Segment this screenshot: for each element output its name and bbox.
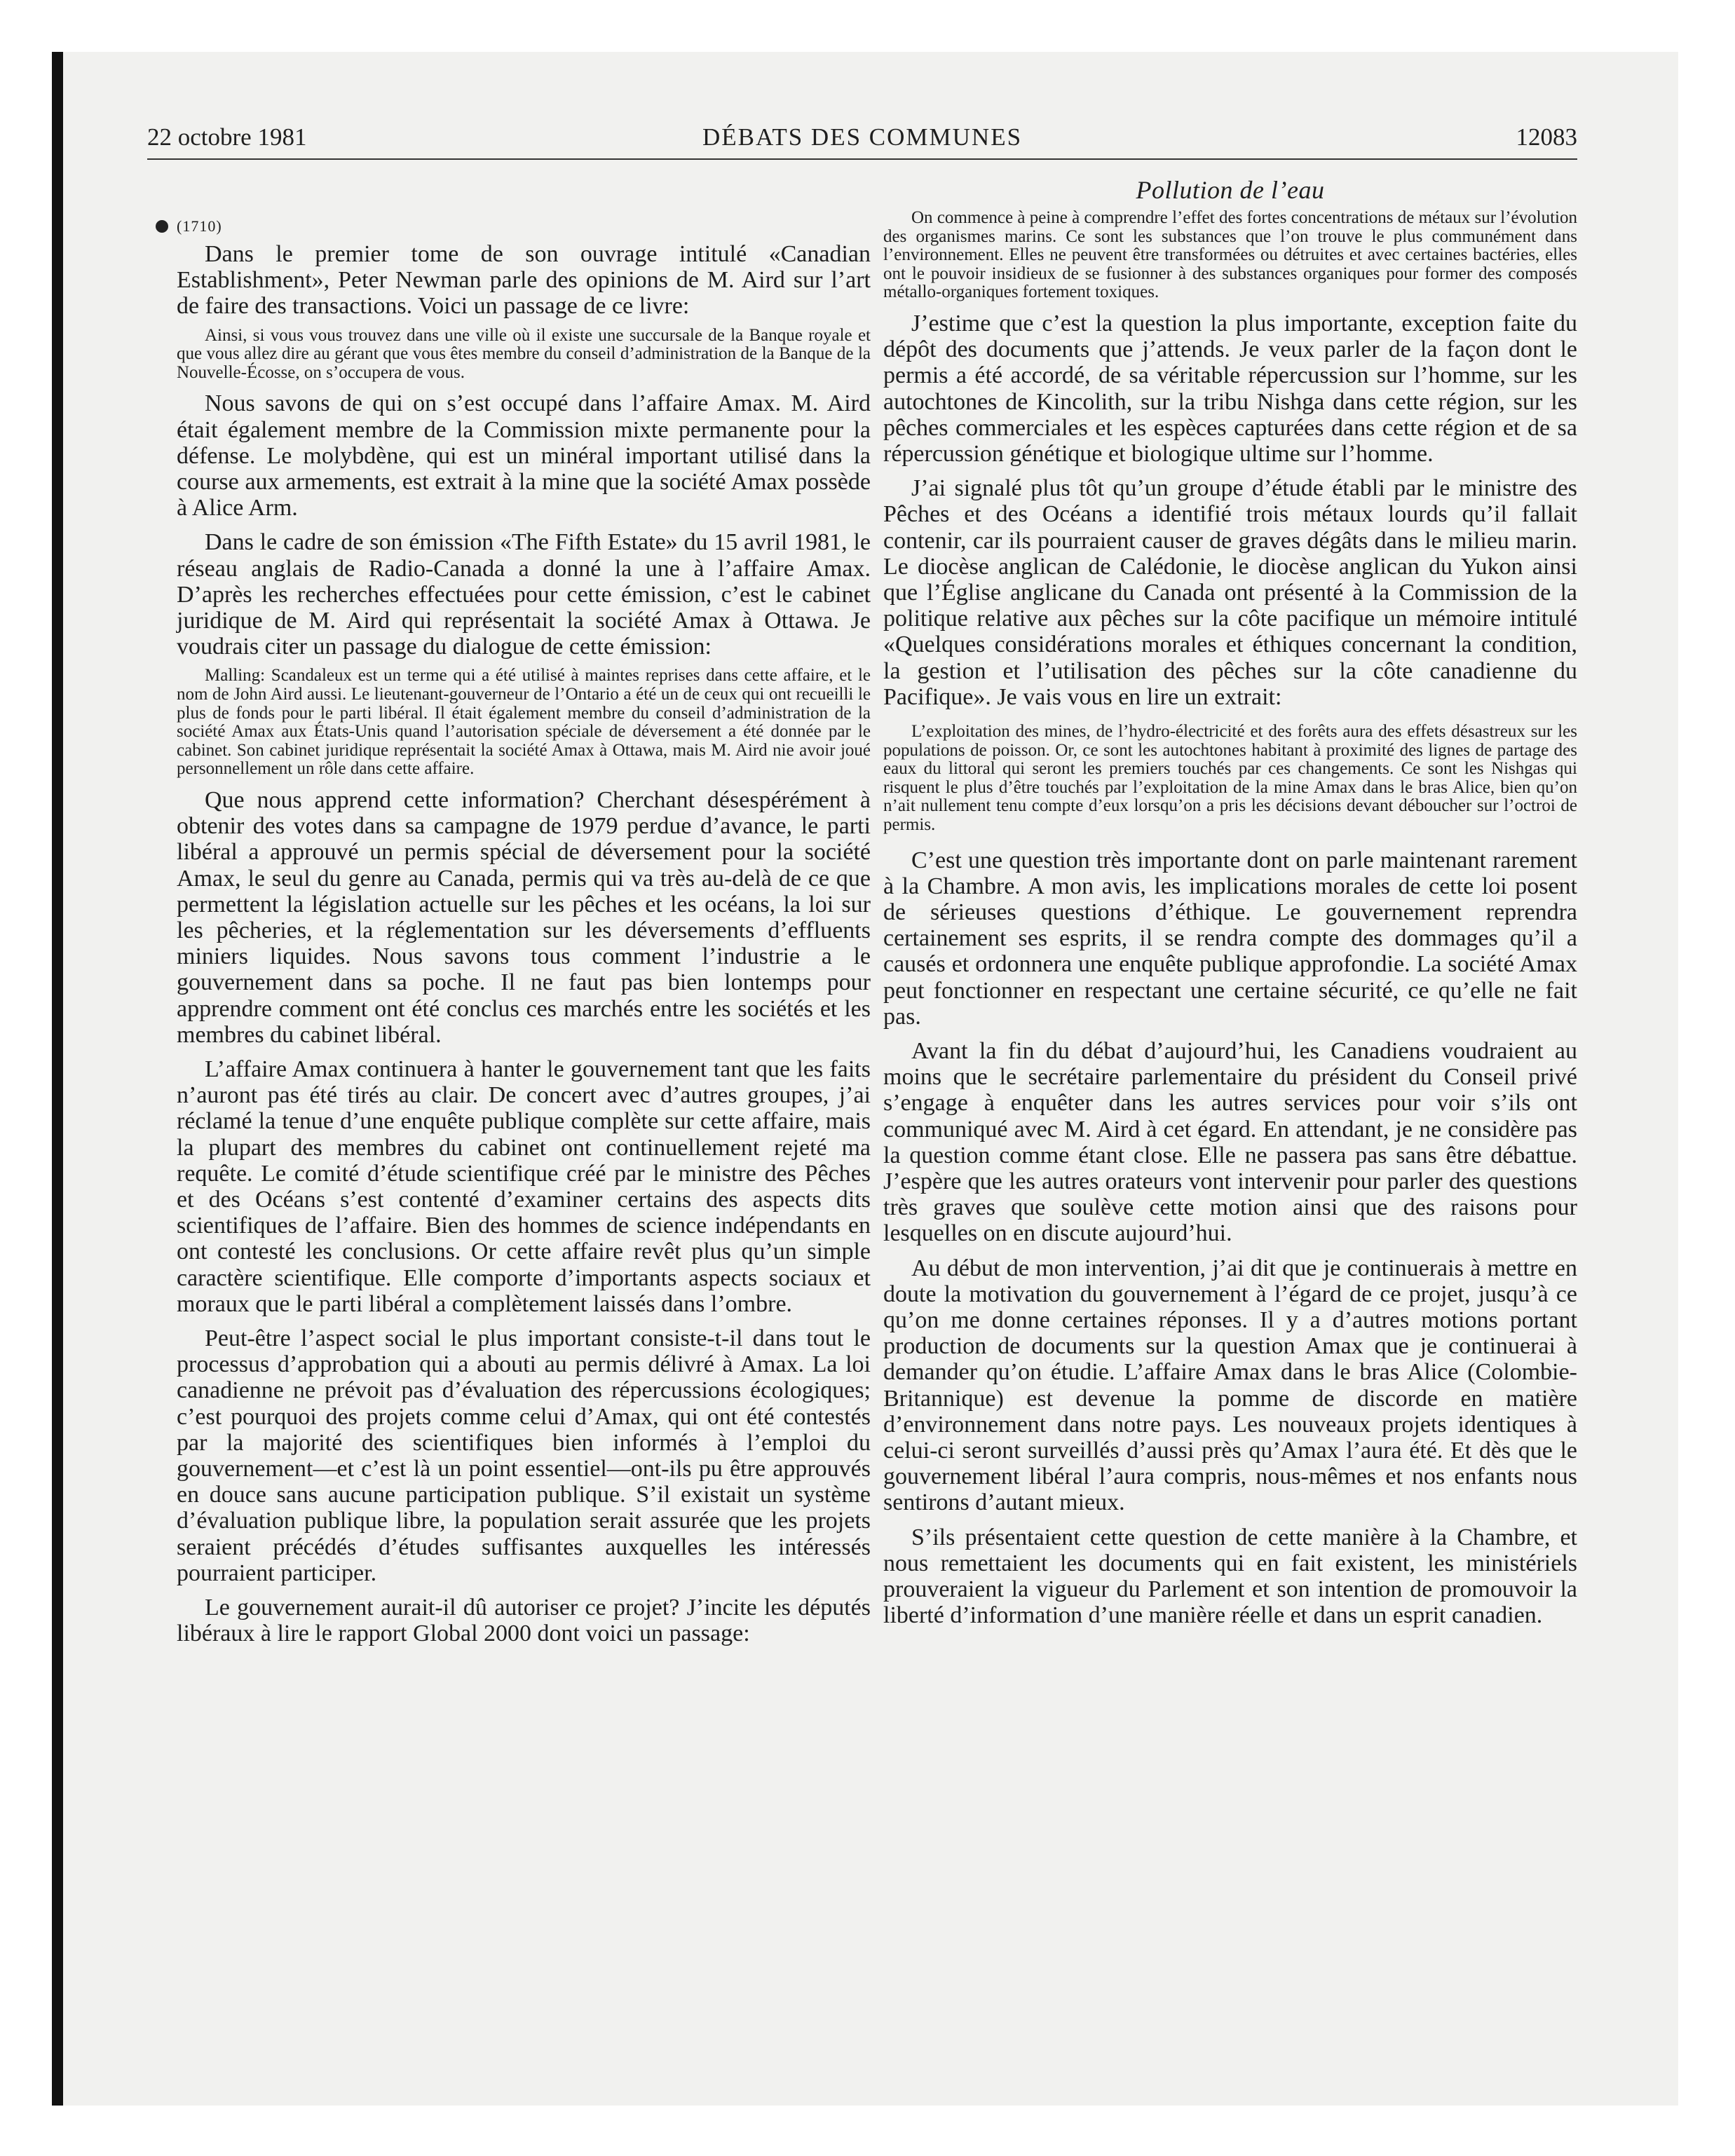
timestamp-text: (1710) <box>177 217 222 235</box>
paragraph: Dans le cadre de son émission «The Fifth Estate» du 15 avril 1981, le réseau anglais de Radio-Canada a donné la une à l’affaire Amax. D’après les recherches effectuées pour cette émission, c’est le cabinet juridique de M. Aird qui représentait la société Amax à Ottawa. Je voudrais citer un passage du dialogue de cette émission: <box>177 529 871 660</box>
paragraph: Avant la fin du débat d’aujourd’hui, les Canadiens voudraient au moins que le secrétaire parlementaire du président du Conseil privé s’engage à enquêter dans les autres services pour voir s’ils ont communiqué avec M. Aird à cet égard. En attendant, je ne considère pas la question comme étant close. Elle ne passera pas sans être débattue. J’espère que les autres orateurs vont intervenir pour parler des questions très graves que soulève cette motion ainsi que des raisons pour lesquelles on en discute aujourd’hui. <box>883 1038 1577 1247</box>
paragraph: J’estime que c’est la question la plus importante, exception faite du dépôt des documents que j’attends. Je veux parler de la façon dont le permis a été accordé, de sa véritable répercussion sur l’homme, sur les autochtones de Kincolith, sur la tribu Nishga dans cette région, sur les pêches commerciales et les espèces capturées dans cette région et de sa répercussion génétique et biologique ultime sur l’homme. <box>883 310 1577 467</box>
timestamp <box>177 217 871 236</box>
header-date: 22 octobre 1981 <box>147 123 307 151</box>
section-subheading: Pollution de l’eau <box>1136 176 1325 204</box>
block-quote: On commence à peine à comprendre l’effet des fortes concentrations de métaux sur l’évolution des organismes marins. Ce sont les substances que l’on trouve le plus communément dans l’environnement. Elles ne peuvent être transformées ou détruites et avec certaines bactéries, elles ont le pouvoir insidieux de se fusionner à des substances organiques pour former des composés métallo-organiques fortement toxiques. <box>883 208 1577 302</box>
header-rule <box>147 158 1577 160</box>
block-quote: Malling: Scandaleux est un terme qui a été utilisé à maintes reprises dans cette affaire, et le nom de John Aird aussi. Le lieutenant-gouverneur de l’Ontario a été un de ceux qui ont recueilli le plus de fonds pour le parti libéral. Il était également membre du conseil d’administration de la société Amax aux États-Unis quand l’autorisation spéciale de déversement a été donnée par le cabinet. Son cabinet juridique représentait la société Amax à Ottawa, mais M. Aird nie avoir joué personnellement un rôle dans cette affaire. <box>177 666 871 779</box>
paragraph: Dans le premier tome de son ouvrage intitulé «Canadian Establishment», Peter Newman parle des opinions de M. Aird sur l’art de faire des transactions. Voici un passage de ce livre: <box>177 241 871 320</box>
paragraph: Que nous apprend cette information? Cherchant désespérément à obtenir des votes dans sa campagne de 1979 perdue d’avance, le parti libéral a approuvé un permis spécial de déversement pour la société Amax, le seul du genre au Canada, permis qui va très au-delà de ce que permettent la législation actuelle sur les pêches et les océans, la loi sur les pêcheries, et la réglementation sur les déversements d’effluents miniers liquides. Nous savons tous comment l’industrie a le gouvernement dans sa poche. Il ne faut pas bien lontemps pour apprendre comment ont été conclus ces marchés entre les sociétés et les membres du cabinet libéral. <box>177 786 871 1048</box>
left-column <box>177 181 871 1646</box>
right-column <box>883 175 1577 1628</box>
bullet-icon <box>156 220 168 233</box>
paragraph: L’affaire Amax continuera à hanter le gouvernement tant que les faits n’auront pas été tirés au clair. De concert avec d’autres groupes, j’ai réclamé la tenue d’une enquête publique complète sur cette affaire, mais la plupart des membres du cabinet ont continuellement rejeté ma requête. Le comité d’étude scientifique créé par le ministre des Pêches et des Océans s’est contenté d’examiner certains des aspects dits scientifiques de l’affaire. Bien des hommes de science indépendants en ont contesté les conclusions. Or cette affaire revêt plus qu’un simple caractère scientifique. Elle comporte d’importants aspects sociaux et moraux que le parti libéral a complètement laissés dans l’ombre. <box>177 1056 871 1317</box>
header-page-number: 12083 <box>1516 123 1577 151</box>
paragraph: Le gouvernement aurait-il dû autoriser ce projet? J’incite les députés libéraux à lire le rapport Global 2000 dont voici un passage: <box>177 1595 871 1647</box>
paragraph: S’ils présentaient cette question de cette manière à la Chambre, et nous remettaient les documents qui en fait existent, les ministériels prouveraient la vigueur du Parlement et son intention de promouvoir la liberté d’information d’une manière réelle et dans un esprit canadien. <box>883 1524 1577 1629</box>
paragraph: J’ai signalé plus tôt qu’un groupe d’étude établi par le ministre des Pêches et des Océans a identifié trois métaux lourds qu’il fallait contenir, car ils pourraient causer de graves dégâts dans le milieu marin. Le diocèse anglican de Calédonie, le diocèse anglican du Yukon ainsi que l’Église anglicane du Canada ont présenté à la Commission de la politique relative aux pêches sur la côte pacifique un mémoire intitulé «Quelques considérations morales et éthiques concernant la condition, la gestion et l’utilisation des pêches sur la côte canadienne du Pacifique». Je vais vous en lire un extrait: <box>883 475 1577 710</box>
block-quote: Ainsi, si vous vous trouvez dans une ville où il existe une succursale de la Banque royale et que vous allez dire au gérant que vous êtes membre du conseil d’administration de la Banque de la Nouvelle-Écosse, on s’occupera de vous. <box>177 325 871 382</box>
paragraph: Nous savons de qui on s’est occupé dans l’affaire Amax. M. Aird était également membre de la Commission mixte permanente pour la défense. Le molybdène, qui est un minéral important utilisé dans la course aux armements, est extrait à la mine que la société Amax possède à Alice Arm. <box>177 390 871 521</box>
header-title: DÉBATS DES COMMUNES <box>702 123 1023 151</box>
paragraph: Peut-être l’aspect social le plus important consiste-t-il dans tout le processus d’approbation qui a abouti au permis délivré à Amax. La loi canadienne ne prévoit pas d’évaluation des répercussions écologiques; c’est pourquoi des projets comme celui d’Amax, qui ont été contestés par la majorité des scientifiques bien informés à l’emploi du gouvernement—et c’est là un point essentiel—ont-ils pu être approuvés en douce sans aucune participation publique. S’il existait un système d’évaluation publique libre, la population serait assurée que les projets seraient précédés d’études suffisantes auxquelles les intéressés pourraient participer. <box>177 1325 871 1586</box>
paragraph: Au début de mon intervention, j’ai dit que je continuerais à mettre en doute la motivation du gouvernement à l’égard de ce projet, jusqu’à ce qu’on me donne certaines réponses. Il y a d’autres motions portant production de documents sur la question Amax que je continuerai à demander qu’on étudie. L’affaire Amax dans le bras Alice (Colombie-Britannique) est devenue la pomme de discorde en matière d’environnement dans notre pays. Les nouveaux projets identiques à celui-ci seront surveillés d’aussi près qu’Amax l’aura été. Et dès que le gouvernement libéral l’aura compris, nous-mêmes et nos enfants nous sentirons d’autant mieux. <box>883 1255 1577 1516</box>
page-header <box>147 123 1577 160</box>
scan-edge <box>52 52 63 2106</box>
block-quote: L’exploitation des mines, de l’hydro-électricité et des forêts aura des effets désastreux sur les populations de poisson. Or, ce sont les autochtones habitant à proximité des lignes de partage des eaux du littoral qui seront les premiers touchés par ces changements. Ce sont les Nishgas qui risquent le plus d’être touchés par l’exploitation de la mine Amax dans le bras Alice, bien qu’on n’ait nullement tenu compte d’eux lorsqu’on a pris les décisions devant déboucher sur l’octroi de permis. <box>883 722 1577 834</box>
paragraph: C’est une question très importante dont on parle maintenant rarement à la Chambre. A mon avis, les implications morales de cette loi posent de sérieuses questions d’éthique. Le gouvernement reprendra certainement ses esprits, il se rendra compte des dommages qu’il a causés et ordonnera une enquête publique approfondie. La société Amax peut fonctionner en respectant une certaine sécurité, ce qu’elle ne fait pas. <box>883 847 1577 1030</box>
